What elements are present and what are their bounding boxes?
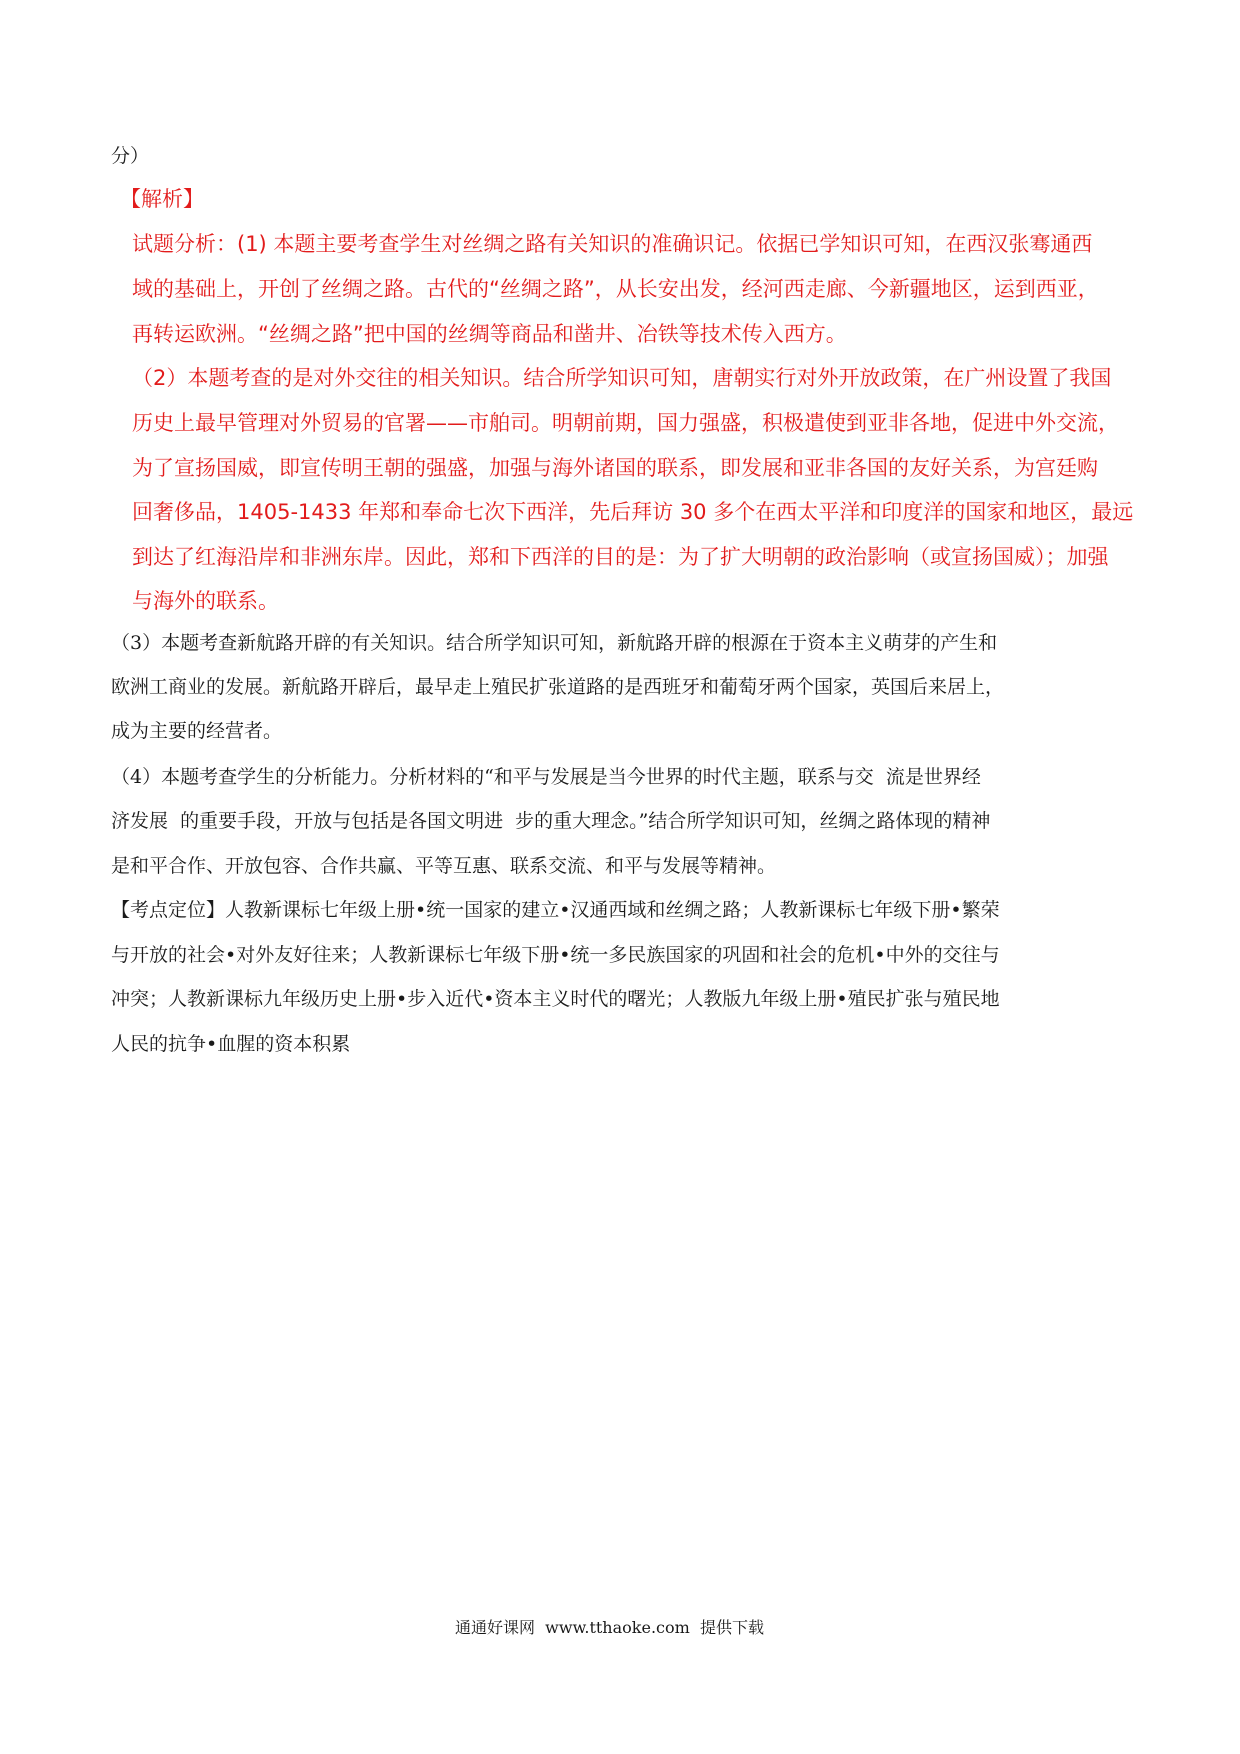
- analysis-red-line: 为了宣扬国威，即宣传明王朝的强盛，加强与海外诸国的联系，即发展和亚非各国的友好关系，为宫廷购: [132, 456, 1098, 480]
- analysis-red-line: （2）本题考查的是对外交往的相关知识。结合所学知识可知，唐朝实行对外开放政策，在广州设置了我国: [132, 366, 1112, 390]
- analysis-red-line: 回奢侈品，1405-1433 年郑和奉命七次下西洋，先后拜访 30 多个在西太平洋和印度洋的国家和地区，最远: [132, 500, 1134, 524]
- analysis-red-line: 再转运欧洲。“丝绸之路”把中国的丝绸等商品和凿井、冶铁等技术传入西方。: [132, 322, 847, 346]
- analysis-red-line: 与海外的联系。: [132, 589, 279, 613]
- analysis-line: （4）本题考查学生的分析能力。分析材料的“和平与发展是当今世界的时代主题，联系与交 流是世界经: [111, 766, 981, 788]
- analysis-red-line: 域的基础上，开创了丝绸之路。古代的“丝绸之路”，从长安出发，经河西走廊、今新疆地区，运到西亚，: [132, 277, 1099, 301]
- jiexi-heading: 【解析】: [120, 187, 204, 211]
- analysis-line: 是和平合作、开放包容、合作共赢、平等互惠、联系交流、和平与发展等精神。: [111, 855, 777, 877]
- analysis-line: 欧洲工商业的发展。新航路开辟后，最早走上殖民扩张道路的是西班牙和葡萄牙两个国家，英国后来居上，: [111, 676, 1005, 698]
- kaodian-line: 人民的抗争•血腥的资本积累: [111, 1033, 351, 1055]
- page-footer: 通通好课网 www.tthaoke.com 提供下载: [455, 1618, 764, 1637]
- analysis-line: 成为主要的经营者。: [111, 720, 283, 742]
- analysis-line: 济发展 的重要手段，开放与包括是各国文明进 步的重大理念。”结合所学知识可知，丝绸之路体现的精神: [111, 810, 991, 832]
- analysis-line: （3）本题考查新航路开辟的有关知识。结合所学知识可知，新航路开辟的根源在于资本主义萌芽的产生和: [111, 632, 998, 654]
- kaodian-line: 冲突；人教新课标九年级历史上册•步入近代•资本主义时代的曙光；人教版九年级上册•殖民扩张与殖民地: [111, 988, 1000, 1010]
- analysis-red-line: 试题分析：(1) 本题主要考查学生对丝绸之路有关知识的准确识记。依据已学知识可知，在西汉张骞通西: [132, 232, 1093, 256]
- kaodian-line: 与开放的社会•对外友好往来；人教新课标七年级下册•统一多民族国家的巩固和社会的危机•中外的交往与: [111, 944, 1000, 966]
- analysis-red-line: 到达了红海沿岸和非洲东岸。因此，郑和下西洋的目的是：为了扩大明朝的政治影响（或宣扬国威）；加强: [132, 545, 1109, 569]
- analysis-red-line: 历史上最早管理对外贸易的官署——市舶司。明朝前期，国力强盛，积极遣使到亚非各地，促进中外交流，: [132, 411, 1119, 435]
- top-fragment: 分）: [111, 145, 150, 167]
- kaodian-line: 【考点定位】人教新课标七年级上册•统一国家的建立•汉通西域和丝绸之路；人教新课标七年级下册•繁荣: [111, 899, 1000, 921]
